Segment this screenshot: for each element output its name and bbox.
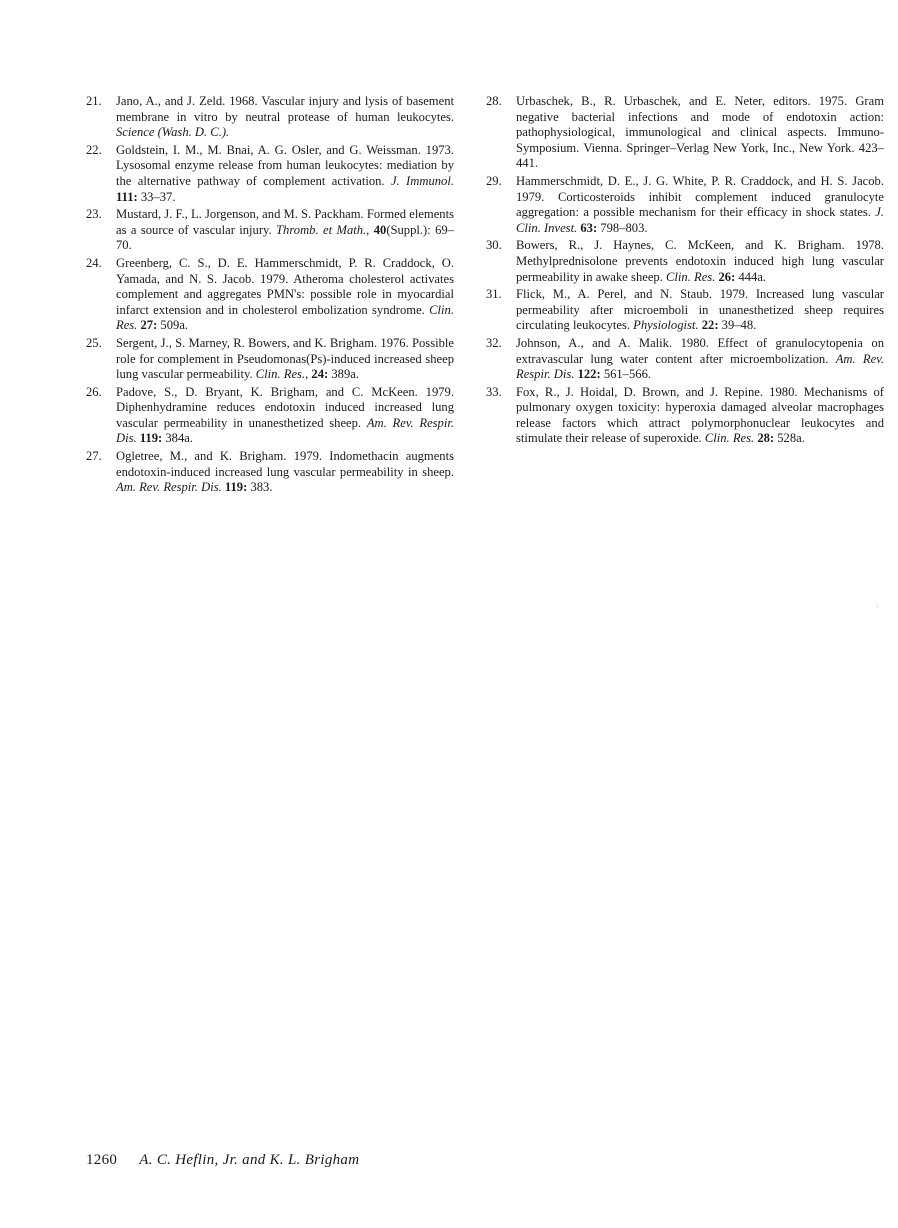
reference-list-left <box>86 94 454 498</box>
reference-pre: Mustard, J. F., L. Jorgenson, and M. S. Packham. Formed elements as a source of vascular injury. <box>116 207 454 237</box>
reference-item <box>86 94 454 141</box>
reference-journal: Clin. Res. <box>116 302 454 333</box>
reference-pre: Fox, R., J. Hoidal, D. Brown, and J. Repine. 1980. Mechanisms of pulmonary oxygen toxicity: hyperoxia damaged alveolar macrophages release factors which attract polymorphonuclear leukocytes and stimulate their release of superoxide. <box>516 384 884 446</box>
reference-pre: Bowers, R., J. Haynes, C. McKeen, and K. Brigham. 1978. Methylprednisolone prevents endotoxin induced high lung vascular permeability in awake sheep. <box>516 238 884 284</box>
reference-vol: 24: <box>308 367 329 382</box>
reference-item <box>86 449 454 496</box>
reference-number: 26. <box>86 384 102 399</box>
reference-vol: 22: <box>698 318 719 333</box>
reference-journal: Clin. Res. <box>704 431 755 446</box>
reference-journal: Am. Rev. Respir. Dis. <box>516 351 885 382</box>
reference-journal: Clin. Res. <box>666 269 716 284</box>
reference-text <box>116 256 454 334</box>
reference-pre: Sergent, J., S. Marney, R. Bowers, and K. Brigham. 1976. Possible role for complement in Pseudomonas(Ps)-induced increased sheep lung vascular permeability. <box>116 335 454 382</box>
reference-pre: Greenberg, C. S., D. E. Hammerschmidt, P. R. Craddock, O. Yamada, and N. S. Jacob. 1979. Atheroma cholesterol activates complement and aggregates PMN's: possible role in myocardial infarct extension and in cholesterol embolization syndrome. <box>116 255 454 317</box>
reference-number: 22. <box>86 142 102 157</box>
reference-vol: 119: <box>136 431 163 446</box>
reference-text <box>516 287 884 334</box>
reference-vol: 40 <box>369 222 387 237</box>
reference-pre: Flick, M., A. Perel, and N. Staub. 1979. Increased lung vascular permeability after microemboli in unanesthetized sheep requires circulating leukocytes. <box>516 287 884 333</box>
reference-item <box>86 256 454 334</box>
reference-text <box>116 143 454 205</box>
reference-journal: Science (Wash. D. C.). <box>116 125 230 140</box>
reference-item <box>86 385 454 447</box>
reference-text <box>116 94 454 141</box>
reference-number: 29. <box>486 173 502 188</box>
reference-post: 444a. <box>735 269 767 284</box>
reference-post: 509a. <box>157 318 189 333</box>
margin-speck <box>877 606 878 607</box>
reference-post: 384a. <box>162 431 193 446</box>
reference-item <box>86 143 454 205</box>
running-head-authors: A. C. Heflin, Jr. and K. L. Brigham <box>139 1152 360 1168</box>
reference-item <box>486 238 884 285</box>
reference-text <box>516 336 884 383</box>
reference-text <box>516 174 884 236</box>
reference-journal: Physiologist. <box>633 318 699 333</box>
reference-post: 528a. <box>774 431 805 446</box>
reference-number: 31. <box>486 287 502 302</box>
reference-number: 32. <box>486 335 502 350</box>
reference-journal: Clin. Res., <box>255 367 309 382</box>
reference-text <box>116 385 454 447</box>
reference-number: 24. <box>86 255 102 270</box>
reference-vol: 122: <box>574 367 601 382</box>
reference-post: 561–566. <box>600 367 652 382</box>
reference-journal: Am. Rev. Respir. Dis. <box>116 480 222 495</box>
reference-pre: Johnson, A., and A. Malik. 1980. Effect of granulocytopenia on extravascular lung water content after microembolization. <box>516 335 884 366</box>
reference-item <box>486 385 884 447</box>
reference-text <box>116 449 454 496</box>
reference-vol: 63: <box>577 220 598 235</box>
reference-number: 33. <box>486 384 502 399</box>
reference-vol: 27: <box>137 318 158 333</box>
reference-item <box>486 287 884 334</box>
reference-post: 33–37. <box>137 189 176 204</box>
reference-number: 28. <box>486 94 502 108</box>
reference-item <box>486 174 884 236</box>
reference-journal: J. Immunol. <box>390 173 454 188</box>
page-footer <box>86 1152 359 1169</box>
reference-journal: Am. Rev. Respir. Dis. <box>116 415 455 446</box>
reference-text <box>516 238 884 285</box>
page-number: 1260 <box>86 1152 118 1168</box>
reference-text <box>116 336 454 383</box>
reference-number: 25. <box>86 335 102 350</box>
reference-journal: Thromb. et Math., <box>276 222 370 237</box>
reference-journal: J. Clin. Invest. <box>516 205 884 235</box>
reference-number: 23. <box>86 207 102 222</box>
reference-pre: Jano, A., and J. Zeld. 1968. Vascular injury and lysis of basement membrane in vitro by neutral protease of human leukocytes. <box>116 94 454 124</box>
reference-vol: 26: <box>715 269 736 284</box>
reference-number: 21. <box>86 94 102 108</box>
reference-pre: Hammerschmidt, D. E., J. G. White, P. R. Craddock, and H. S. Jacob. 1979. Corticosteroids inhibit complement induced granulocyte aggregation: a possible mechanism for their efficacy in shock states. <box>516 173 884 220</box>
reference-vol: 119: <box>221 480 248 495</box>
reference-vol: 111: <box>116 189 138 204</box>
reference-text <box>516 385 884 447</box>
reference-text <box>116 207 454 254</box>
reference-pre: Urbaschek, B., R. Urbaschek, and E. Neter, editors. 1975. Gram negative bacterial infections and mode of endotoxin action: pathophysiological, immunological and clinical aspects. Immuno-Symposium. Vienna. Springer–Verlag New York, Inc., New York. 423–441. <box>516 94 884 171</box>
reference-post: (Suppl.): 69–70. <box>116 222 455 253</box>
reference-item <box>486 94 884 172</box>
reference-item <box>86 207 454 254</box>
reference-pre: Goldstein, I. M., M. Bnai, A. G. Osler, and G. Weissman. 1973. Lysosomal enzyme release from human leukocytes: mediation by the alternative pathway of complement activation. <box>116 142 454 188</box>
reference-text <box>516 94 884 172</box>
reference-pre: Padove, S., D. Bryant, K. Brigham, and C. McKeen. 1979. Diphenhydramine reduces endotoxin induced increased lung vascular permeability in unanesthetized sheep. <box>116 384 454 430</box>
reference-number: 30. <box>486 238 502 253</box>
reference-vol: 28: <box>754 431 775 446</box>
reference-post: 389a. <box>328 367 359 382</box>
reference-item <box>86 336 454 383</box>
reference-post: 383. <box>247 480 273 495</box>
reference-item <box>486 336 884 383</box>
reference-number: 27. <box>86 449 102 464</box>
reference-post: 798–803. <box>597 220 648 235</box>
reference-post: 39–48. <box>718 318 757 333</box>
reference-list-right <box>486 94 884 449</box>
reference-pre: Ogletree, M., and K. Brigham. 1979. Indomethacin augments endotoxin-induced increased lung vascular permeability in sheep. <box>116 449 454 479</box>
